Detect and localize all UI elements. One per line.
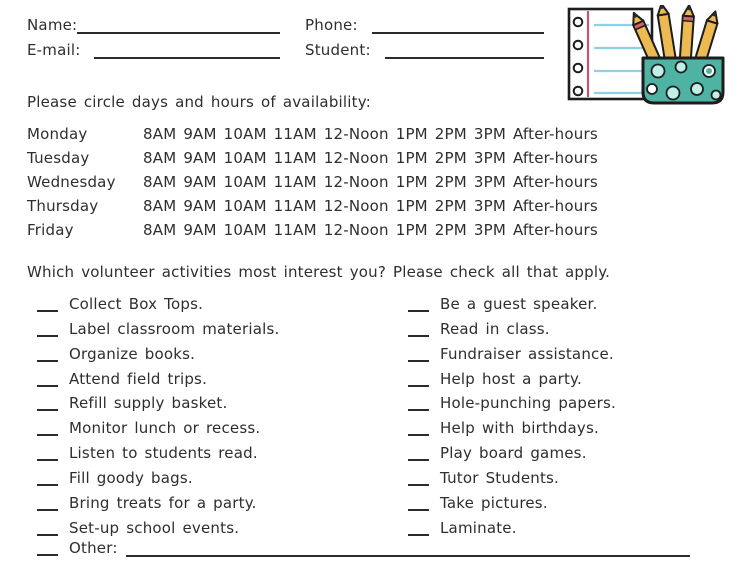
activity-item [37, 366, 392, 391]
activity-check-blank[interactable] [408, 509, 429, 511]
activity-check-blank[interactable] [37, 484, 58, 486]
activity-label: Read in class. [440, 319, 550, 338]
other-input-line[interactable] [126, 555, 690, 557]
activity-label: Attend field trips. [69, 369, 208, 388]
day-label: Friday [27, 221, 74, 239]
time-slots: 8AM 9AM 10AM 11AM 12-Noon 1PM 2PM 3PM After-hours [143, 149, 598, 167]
activity-item [37, 490, 392, 515]
activity-label: Refill supply basket. [69, 394, 228, 413]
activity-label: Monitor lunch or recess. [69, 419, 261, 438]
activity-check-blank[interactable] [37, 385, 58, 387]
activity-check-blank[interactable] [408, 459, 429, 461]
activity-check-blank[interactable] [408, 310, 429, 312]
activity-check-blank[interactable] [408, 434, 429, 436]
activity-check-blank[interactable] [37, 434, 58, 436]
contact-fields [27, 15, 544, 65]
activity-label: Bring treats for a party. [69, 494, 257, 513]
activity-check-blank[interactable] [408, 484, 429, 486]
notepad-pencils-illustration [564, 5, 734, 105]
availability-row [27, 194, 717, 218]
activity-label: Fundraiser assistance. [440, 344, 614, 363]
activity-label: Tutor Students. [440, 469, 560, 488]
activity-item [408, 316, 728, 341]
activity-item [408, 465, 728, 490]
activity-label: Help host a party. [440, 369, 582, 388]
name-input-line[interactable] [77, 32, 280, 34]
activity-check-blank[interactable] [37, 310, 58, 312]
time-slots: 8AM 9AM 10AM 11AM 12-Noon 1PM 2PM 3PM After-hours [143, 125, 598, 143]
day-label: Thursday [27, 197, 99, 215]
pencil-icon [680, 5, 695, 64]
student-field [305, 41, 544, 60]
activity-label: Be a guest speaker. [440, 294, 598, 313]
email-input-line[interactable] [94, 57, 280, 59]
day-label: Tuesday [27, 149, 90, 167]
activity-item [408, 391, 728, 416]
activity-check-blank[interactable] [408, 360, 429, 362]
day-label: Wednesday [27, 173, 116, 191]
activity-item [37, 316, 392, 341]
activities-right-column [408, 291, 728, 540]
time-slots: 8AM 9AM 10AM 11AM 12-Noon 1PM 2PM 3PM After-hours [143, 221, 598, 239]
activity-item [408, 490, 728, 515]
activity-label: Help with birthdays. [440, 419, 599, 438]
activity-item [37, 465, 392, 490]
activity-check-blank[interactable] [408, 335, 429, 337]
activity-item-other [37, 536, 690, 560]
activity-item [408, 291, 728, 316]
activity-label: Fill goody bags. [69, 469, 193, 488]
activity-check-blank[interactable] [37, 335, 58, 337]
student-label: Student: [305, 41, 378, 59]
activity-label: Set-up school events. [69, 518, 240, 537]
availability-row [27, 218, 717, 242]
activity-item [408, 341, 728, 366]
activity-label: Collect Box Tops. [69, 294, 204, 313]
activity-label: Take pictures. [440, 494, 548, 513]
time-slots: 8AM 9AM 10AM 11AM 12-Noon 1PM 2PM 3PM After-hours [143, 197, 598, 215]
activity-item [408, 415, 728, 440]
activity-item [37, 291, 392, 316]
activity-label: Hole-punching papers. [440, 394, 616, 413]
activity-item [408, 366, 728, 391]
phone-field [305, 16, 544, 35]
activity-check-blank[interactable] [408, 409, 429, 411]
day-label: Monday [27, 125, 88, 143]
activity-check-blank[interactable] [408, 385, 429, 387]
activity-label: Organize books. [69, 344, 196, 363]
phone-label: Phone: [305, 16, 365, 34]
activity-item [408, 440, 728, 465]
phone-input-line[interactable] [372, 32, 544, 34]
activity-check-blank[interactable] [37, 509, 58, 511]
activity-check-blank[interactable] [37, 459, 58, 461]
availability-row [27, 146, 717, 170]
availability-instruction: Please circle days and hours of availability: [27, 93, 371, 111]
name-label: Name: [27, 16, 78, 34]
other-label: Other: [69, 539, 118, 557]
availability-row [27, 170, 717, 194]
activity-item [37, 415, 392, 440]
availability-row [27, 122, 717, 146]
field-row [27, 15, 544, 35]
activity-item [37, 391, 392, 416]
activities-question: Which volunteer activities most interest you? Please check all that apply. [27, 263, 611, 281]
student-input-line[interactable] [385, 57, 544, 59]
email-label: E-mail: [27, 41, 88, 59]
activity-label: Laminate. [440, 518, 517, 537]
time-slots: 8AM 9AM 10AM 11AM 12-Noon 1PM 2PM 3PM After-hours [143, 173, 598, 191]
activities-left-column [37, 291, 392, 540]
activity-label: Label classroom materials. [69, 319, 280, 338]
activity-check-blank[interactable] [37, 409, 58, 411]
activity-check-blank[interactable] [37, 360, 58, 362]
activity-label: Play board games. [440, 444, 587, 463]
email-field [27, 41, 280, 60]
activity-label: Listen to students read. [69, 444, 258, 463]
field-row [27, 40, 544, 60]
activity-check-blank[interactable] [37, 554, 58, 556]
activity-item [37, 341, 392, 366]
name-field [27, 16, 280, 35]
activity-item [37, 440, 392, 465]
availability-section [27, 92, 717, 242]
notepad-pencils-svg [564, 5, 734, 105]
